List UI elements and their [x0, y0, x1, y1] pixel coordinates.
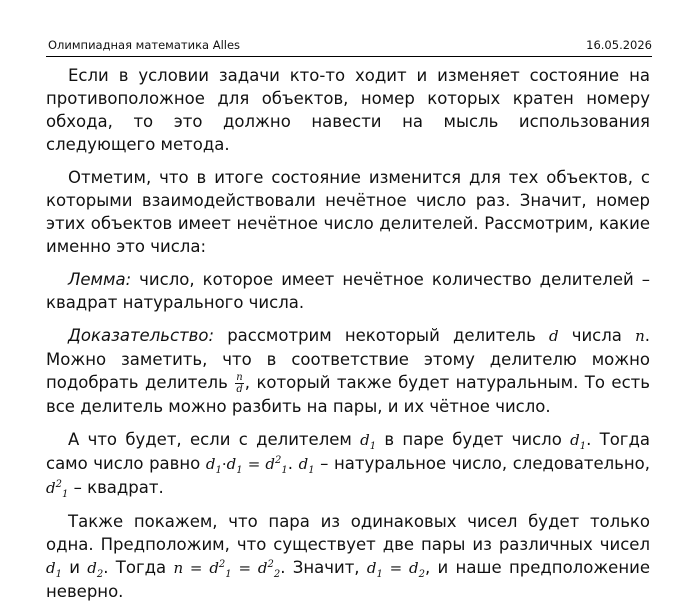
- math-d1-equals-d2: $d_1 = d_2$: [366, 559, 425, 580]
- math-d1: $d_1$: [360, 431, 377, 452]
- p5-text-3: . Тогда само число равно: [46, 430, 650, 473]
- paragraph-unique-pair: [46, 510, 650, 603]
- fraction-numerator: n: [236, 372, 243, 383]
- p6-text-1: Также покажем, что пара из одинаковых чисел будет только одна. Предположим, что существует две пары из различных чисел: [46, 512, 650, 554]
- document-body: [46, 64, 650, 613]
- math-fraction-n-over-d: [235, 372, 243, 395]
- paragraph-lemma: [46, 268, 650, 314]
- paragraph-proof: [46, 324, 650, 418]
- p6-text-3: . Значит,: [280, 558, 367, 577]
- fraction-comma: ,: [244, 373, 250, 392]
- paragraph-intro: Если в условии задачи кто-то ходит и изменяет состояние на противоположное для объектов, номер которых кратен номеру обхода, то это должно навести на мысль использования следующего метода.: [46, 66, 650, 154]
- paragraph-equal-divisors: [46, 428, 650, 500]
- proof-text-2: числа: [558, 326, 636, 345]
- math-n-equals-squares: $n = d^2_1 = d^2_2$: [173, 559, 281, 580]
- proof-text-3: . Можно заметить, что в соответствие этому делителю можно подобрать делитель: [46, 326, 650, 392]
- p6-text-2: . Тогда: [103, 558, 174, 577]
- p6-text-and: и: [61, 558, 88, 577]
- p5-text-4: .: [287, 454, 299, 473]
- paragraph-observation: Отметим, что в итоге состояние изменится для тех объектов, с которыми взаимодействовали нечётное число раз. Значит, номер этих объектов имеет нечётное число делителей. Рассмотрим, какие именно это числа:: [46, 168, 650, 256]
- proof-text-4: который также будет натуральным. То есть все делитель можно разбить на пары, и их чётное число.: [46, 373, 650, 416]
- p5-text-5: – натуральное число, следовательно,: [314, 454, 650, 473]
- proof-label: Доказательство:: [68, 326, 215, 345]
- proof-text-1: рассмотрим некоторый делитель: [214, 326, 549, 345]
- math-d1-squared: $d^2_1$: [46, 479, 69, 500]
- p5-text-2: в паре будет число: [376, 430, 571, 449]
- math-n: n: [635, 327, 645, 345]
- math-d1-times-d1: $d_1\cdot d_1 = d^2_1$: [205, 455, 288, 476]
- p5-text-6: – квадрат.: [68, 478, 164, 497]
- math-d: d: [548, 327, 559, 345]
- p6-text-4: , и наше предположение неверно.: [46, 558, 650, 601]
- page-header: [46, 38, 652, 57]
- math-d1: $d_1$: [298, 455, 315, 476]
- header-date: 16.05.2026: [586, 38, 652, 52]
- math-d1: $d_1$: [570, 431, 587, 452]
- lemma-label: Лемма:: [68, 270, 132, 289]
- header-title: Олимпиадная математика Alles: [48, 38, 241, 52]
- fraction-denominator: d: [236, 384, 243, 395]
- lemma-text: число, которое имеет нечётное количество делителей – квадрат натурального числа.: [46, 270, 650, 312]
- math-d2: $d_2$: [87, 559, 104, 580]
- p5-text-1: А что будет, если с делителем: [68, 430, 361, 449]
- math-d1: $d_1$: [46, 559, 62, 580]
